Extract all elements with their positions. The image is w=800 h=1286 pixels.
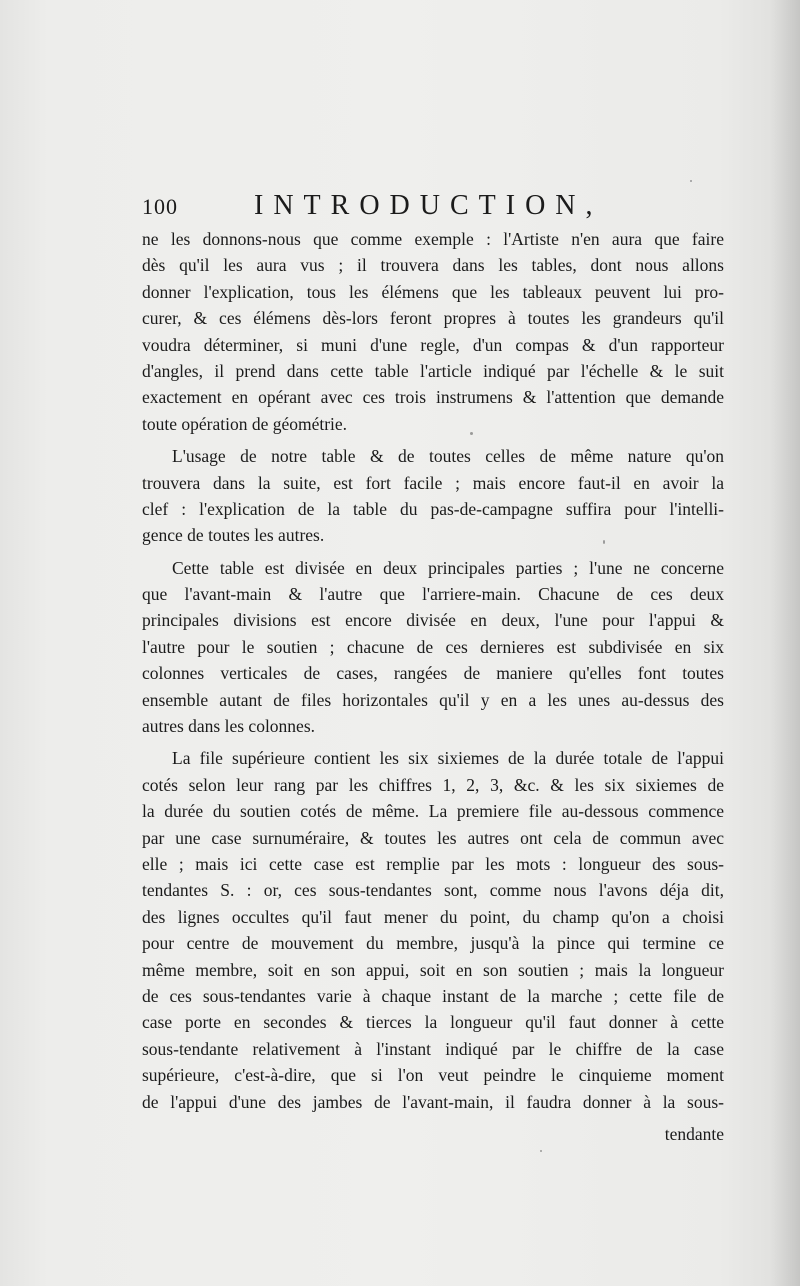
page-number: 100 [142, 194, 178, 219]
paragraph-3 [142, 555, 724, 740]
text-line: tendantes S. : or, ces sous-tendantes sont, comme nous l'avons déja dit, [142, 880, 724, 901]
text-line: même membre, soit en son appui, soit en son soutien ; mais la longueur [142, 959, 724, 980]
text-line: principales divisions est encore divisée en deux, l'une pour l'appui & [142, 610, 724, 631]
paper-speck [470, 432, 473, 435]
text-line: sous-tendante relativement à l'instant indiqué par le chiffre de la case [142, 1038, 724, 1059]
text-line: exactement en opérant avec ces trois instrumens & l'attention que demande [142, 387, 724, 408]
text-line: supérieure, c'est-à-dire, que si l'on veut peindre le cinquieme moment [142, 1065, 724, 1086]
text-line: cotés selon leur rang par les chiffres 1, 2, 3, &c. & les six sixiemes de [142, 774, 724, 795]
paper-speck [690, 180, 692, 182]
text-line: par une case surnuméraire, & toutes les autres ont cela de commun avec [142, 827, 724, 848]
text-line: clef : l'explication de la table du pas-de-campagne suffira pour l'intelli- [142, 498, 724, 519]
page-header [142, 190, 732, 230]
page-edge-shadow [770, 0, 800, 1286]
running-title: INTRODUCTION, [254, 190, 603, 221]
text-line: case porte en secondes & tierces la longueur qu'il faut donner à cette [142, 1012, 724, 1033]
text-line: que l'avant-main & l'autre que l'arriere-main. Chacune de ces deux [142, 584, 724, 605]
text-line: Cette table est divisée en deux principales parties ; l'une ne concerne [172, 557, 724, 578]
text-line: dès qu'il les aura vus ; il trouvera dans les tables, dont nous allons [142, 255, 724, 276]
text-line: la durée du soutien cotés de même. La premiere file au-dessous commence [142, 801, 724, 822]
text-line: gence de toutes les autres. [142, 525, 325, 546]
paragraph-2 [142, 443, 724, 549]
text-line: ne les donnons-nous que comme exemple : l'Artiste n'en aura que faire [142, 229, 724, 249]
text-line: de l'appui d'une des jambes de l'avant-main, il faudra donner à la sous- [142, 1091, 724, 1112]
text-line: d'angles, il prend dans cette table l'article indiqué par l'échelle & le suit [142, 360, 724, 381]
text-line: elle ; mais ici cette case est remplie par les mots : longueur des sous- [142, 853, 724, 874]
text-line: donner l'explication, tous les élémens que les tableaux peuvent lui pro- [142, 281, 724, 302]
paragraph-4 [142, 745, 724, 1114]
text-line: toute opération de géométrie. [142, 413, 348, 434]
text-line: ensemble autant de files horizontales qu'il y en a les unes au-dessus des [142, 689, 724, 710]
body-text [142, 226, 724, 1147]
catchword: tendante [664, 1123, 724, 1144]
paper-speck [603, 540, 605, 544]
text-line: curer, & ces élémens dès-lors feront propres à toutes les grandeurs qu'il [142, 308, 724, 329]
text-line: l'autre pour le soutien ; chacune de ces dernieres est subdivisée en six [142, 636, 724, 657]
paper-speck [540, 1150, 542, 1152]
text-line: colonnes verticales de cases, rangées de maniere qu'elles font toutes [142, 663, 724, 684]
text-line: de ces sous-tendantes varie à chaque instant de la marche ; cette file de [142, 985, 724, 1006]
text-line: trouvera dans la suite, est fort facile ; mais encore faut-il en avoir la [142, 472, 724, 493]
text-line: La file supérieure contient les six sixiemes de la durée totale de l'appui [172, 748, 724, 769]
text-line: des lignes occultes qu'il faut mener du point, du champ qu'on a choisi [142, 906, 724, 927]
text-line: pour centre de mouvement du membre, jusqu'à la pince qui termine ce [142, 933, 724, 954]
paragraph-1 [142, 226, 724, 437]
text-line: L'usage de notre table & de toutes celles de même nature qu'on [172, 446, 724, 467]
text-line: autres dans les colonnes. [142, 716, 316, 737]
text-line: voudra déterminer, si muni d'une regle, d'un compas & d'un rapporteur [142, 334, 724, 355]
